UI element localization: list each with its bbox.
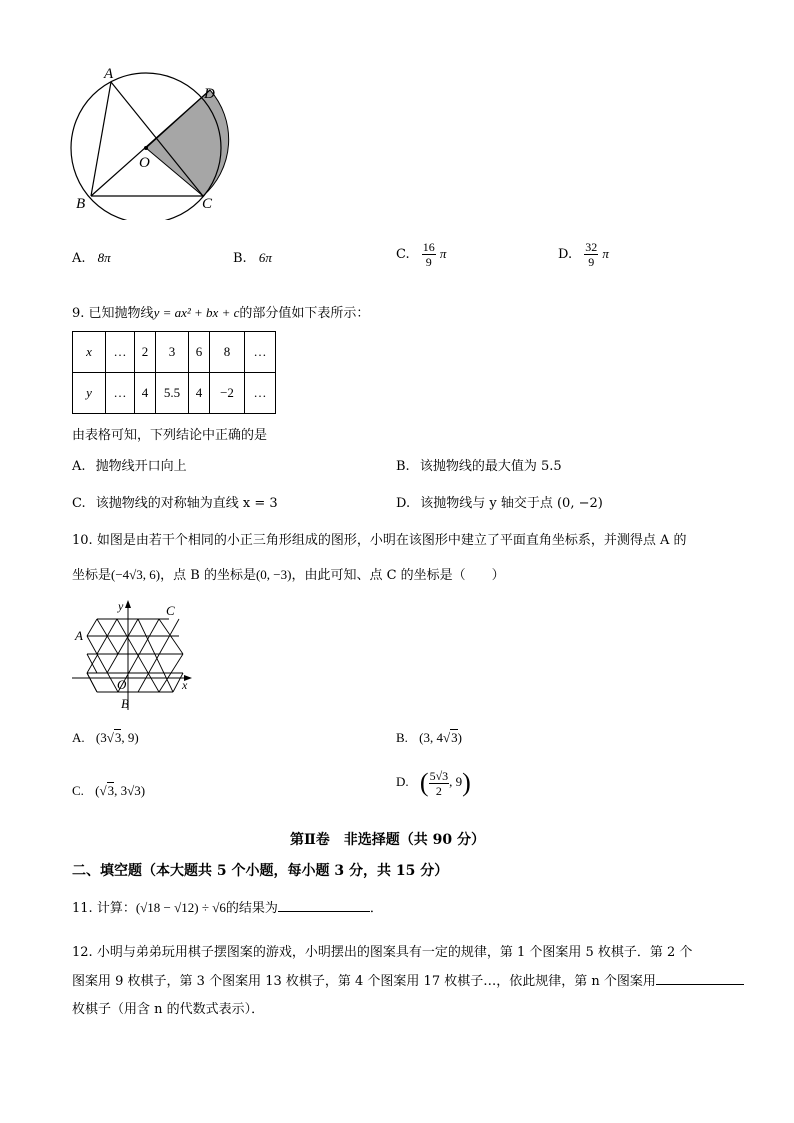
table-cell: … [106, 373, 135, 414]
table-cell: 4 [135, 373, 156, 414]
option-letter: D. [396, 496, 411, 511]
option-letter: A. [72, 459, 86, 474]
option-pre: (3, 4 [419, 730, 444, 745]
option-letter: A. [72, 730, 85, 745]
q8-circle-figure [60, 60, 240, 220]
option-text: 该抛物线与 y 轴交于点 (0, −2) [420, 496, 603, 511]
table-cell: 3 [156, 332, 189, 373]
table-cell: … [106, 332, 135, 373]
q11 [72, 897, 383, 916]
stem-text: ，由此可知、点 C 的坐标是（ ） [291, 568, 505, 583]
q9-option-b[interactable] [396, 455, 562, 474]
option-pre: (3 [95, 730, 107, 745]
q9-stem [72, 302, 369, 321]
denominator: 9 [588, 255, 595, 269]
question-end: ． [369, 901, 383, 916]
table-cell: y [73, 373, 106, 414]
option-letter: C. [72, 496, 86, 511]
option-text: 抛物线开口向上 [95, 459, 187, 474]
label-o: O [117, 677, 127, 692]
option-letter: D. [558, 247, 573, 262]
coord-a: (−4√3, 6) [111, 567, 161, 582]
sqrt-icon: √ [99, 783, 107, 798]
label-x: x [182, 678, 188, 692]
pi-symbol: π [602, 246, 609, 261]
q10-stem-line2 [72, 564, 505, 583]
question-number: 10. [72, 533, 93, 548]
q10-option-d[interactable] [396, 768, 471, 798]
table-row-y [73, 373, 276, 414]
option-text: 该抛物线的对称轴为直线 x = 3 [95, 496, 278, 511]
fraction [422, 240, 436, 269]
table-cell: 5.5 [156, 373, 189, 414]
y-axis-arrow-icon [125, 600, 131, 608]
label-c: C [166, 603, 175, 618]
table-cell: 4 [189, 373, 210, 414]
stem-text: 如图是由若干个相同的小正三角形组成的图形，小明在该图形中建立了平面直角坐标系，并测得点 A 的 [96, 533, 687, 548]
sqrt-icon: √ [106, 730, 114, 745]
numerator: 5√3 [429, 768, 449, 783]
question-pre: 计算： [96, 901, 136, 916]
table-cell: 6 [189, 332, 210, 373]
table-cell: 2 [135, 332, 156, 373]
question-number: 9. [72, 306, 85, 321]
right-paren-icon: ) [462, 768, 471, 797]
denominator: 2 [435, 783, 442, 798]
q9-option-c[interactable] [72, 492, 278, 511]
fraction [584, 240, 598, 269]
option-letter: C. [72, 783, 84, 798]
option-value: 6π [258, 250, 272, 265]
option-letter: D. [396, 773, 409, 789]
q12-line3: 枚棋子（用含 n 的代数式表示）． [72, 1002, 265, 1017]
denominator: 9 [425, 255, 432, 269]
label-d: D [204, 86, 215, 102]
section-title: 第Ⅱ卷 非选择题（共 90 分） [290, 832, 486, 848]
label-b: B [121, 696, 129, 711]
q10-option-c[interactable] [72, 783, 145, 799]
radicand: 3 [114, 730, 122, 745]
q8-option-d[interactable] [558, 240, 609, 269]
answer-blank[interactable] [278, 897, 370, 912]
stem-post: 的部分值如下表所示： [239, 306, 370, 321]
formula: y = ax² + bx + c [153, 305, 240, 320]
left-paren-icon: ( [419, 768, 429, 797]
stem-text: 坐标是 [72, 568, 112, 583]
q8-option-a[interactable] [72, 250, 111, 266]
option-letter: A. [72, 251, 86, 266]
option-text: 该抛物线的最大值为 5.5 [419, 459, 562, 474]
table-cell: … [245, 332, 276, 373]
q9-option-a[interactable] [72, 455, 187, 474]
answer-blank[interactable] [656, 970, 744, 985]
pi-symbol: π [439, 246, 447, 261]
triangle-grid [87, 619, 183, 692]
label-a: A [75, 628, 83, 643]
q8-option-c[interactable] [396, 240, 446, 269]
option-pre: ( [95, 783, 100, 798]
numerator: 32 [585, 240, 598, 254]
question-text: 图案用 9 枚棋子，第 3 个图案用 13 枚棋子，第 4 个图案用 17 枚棋子…，依此规律，第 n 个图案用 [72, 974, 656, 989]
table-cell: … [245, 373, 276, 414]
coord-b: (0, −3) [255, 567, 292, 582]
stem-pre: 已知抛物线 [88, 306, 154, 321]
q10-option-b[interactable] [396, 730, 462, 746]
question-post: 的结果为 [225, 901, 278, 916]
radicand: 3 [451, 730, 458, 745]
center-dot [144, 146, 148, 150]
q10-stem-line1 [72, 529, 686, 548]
q9-lead: 由表格可知，下列结论中正确的是 [72, 428, 268, 443]
q10-grid-figure [70, 598, 200, 714]
question-number: 12. [72, 945, 93, 960]
question-text: 小明与弟弟玩用棋子摆图案的游戏，小明摆出的图案具有一定的规律，第 1 个图案用 5 枚棋子．第 2 个 [96, 945, 693, 960]
option-letter: B. [396, 459, 410, 474]
segment-ab [91, 82, 111, 196]
q9-option-d[interactable] [396, 492, 603, 511]
table-cell: 8 [210, 332, 245, 373]
option-post: , 9) [121, 730, 139, 745]
question-number: 11. [72, 901, 93, 916]
q12-line2 [72, 970, 744, 989]
fraction [429, 769, 450, 798]
radicand: 3 [107, 783, 115, 798]
numerator: 16 [422, 240, 435, 254]
option-letter: B. [233, 251, 247, 266]
label-y: y [118, 599, 124, 613]
q10-option-a[interactable] [72, 730, 139, 746]
stem-text: ，点 B 的坐标是 [160, 568, 256, 583]
label-a: A [104, 66, 114, 82]
option-value: 8π [97, 250, 111, 265]
shaded-sector [146, 90, 229, 196]
label-b: B [76, 196, 86, 212]
option-post: ) [457, 730, 462, 745]
option-post: , 9 [449, 773, 463, 789]
sqrt-icon: √ [443, 730, 451, 745]
label-c: C [202, 196, 213, 212]
option-letter: C. [396, 247, 410, 262]
table-row-x [73, 332, 276, 373]
option-letter: B. [396, 730, 408, 745]
table-cell: −2 [210, 373, 245, 414]
table-cell: x [73, 332, 106, 373]
expression: (√18 − √12) ÷ √6 [135, 900, 226, 915]
label-o: O [139, 155, 150, 171]
section-subtitle: 二、填空题（本大题共 5 个小题，每小题 3 分，共 15 分） [72, 863, 449, 879]
q12-line1 [72, 941, 692, 960]
q8-option-b[interactable] [233, 250, 272, 266]
q9-value-table [72, 331, 276, 414]
option-post: , 3√3) [114, 783, 146, 798]
